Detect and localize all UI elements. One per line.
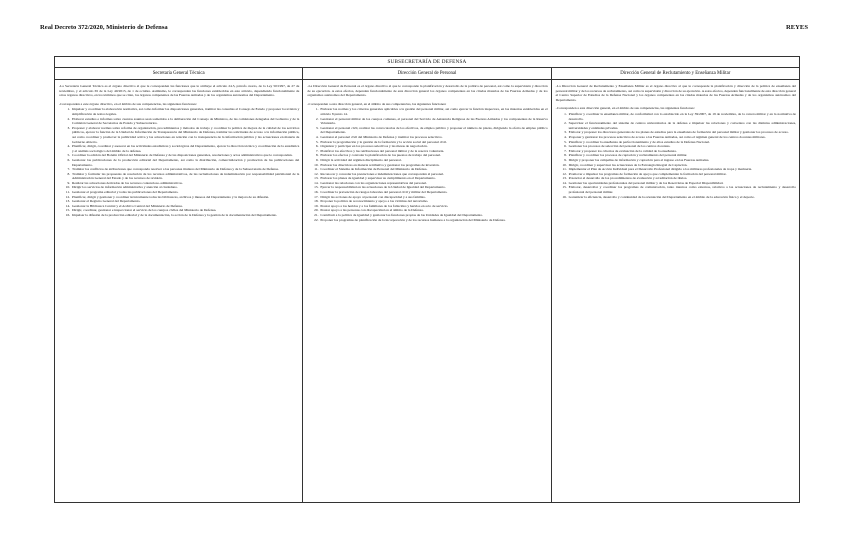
function-item: 6. Gestionar los procesos de selección del personal de los centros docentes. (568, 144, 796, 149)
function-item: 2. Gestionar el personal militar de los cuerpos comunes, el personal del Servicio de Asistencia Religiosa de las Fuerzas Armadas y los componentes de la Reserva Voluntaria. (319, 117, 547, 126)
column-heading: Secretaría General Técnica (55, 68, 302, 80)
function-item: 9. Dirigir y proponer las campañas de información y captación para el ingreso en las Fuerzas Armadas. (568, 158, 796, 163)
function-item: 13. Elaborar los planes de igualdad y supervisar su cumplimiento en el Departamento. (319, 176, 547, 181)
function-item: 5. Coordinar la edición del Boletín Oficial del Ministerio de Defensa y de las disposiciones generales, resoluciones y actos administrativos que le correspondan. (71, 153, 299, 158)
column-direccion-general-reclutamiento (552, 68, 799, 502)
function-item: 6. Gestionar las publicaciones de la producción editorial del Departamento, así como la distribución, comercialización y promoción de las publicaciones del Departamento. (71, 158, 299, 167)
function-item: 8. Elaborar los efectos y controlar la planificación de los puestos de trabajo del personal. (319, 153, 547, 158)
function-item: 14. Gestionar las relaciones con las organizaciones representativas del personal. (319, 181, 547, 186)
function-item: 19. Prestar apoyo a los heridos y a los familiares de los fallecidos y heridos en acto de servicio. (319, 204, 547, 209)
function-item: 4. Planificar, dirigir, coordinar y asesorar en las actividades estadísticas y sociológicas del Departamento, ejercer la dirección técnica y coordinación de la estadística y el análisis sociológico del ámbito de la defensa. (71, 144, 299, 153)
column-intro: -La Dirección General de Personal es el órgano directivo al que le corresponde la planificación y desarrollo de la política de personal, así como la supervisión y dirección de su ejecución. A estos efectos, dependen funcionalmente de esta dirección general los órganos competentes en las citadas materias de las Fuerzas Armadas y de los organismos autónomos del Departamento. (307, 84, 548, 98)
function-item: 12. Planificar, dirigir y gestionar y coordinar técnicamente todas las bibliotecas, archivos y museos del Departamento y la mejora de su difusión. (71, 195, 299, 200)
functions-lead: -Corresponden a este órgano directivo, en el ámbito de sus competencias, las siguientes funciones: (59, 101, 197, 106)
column-body (303, 80, 550, 224)
function-item: 4. Proponer y gestionar los procesos selectivos de acceso a las Fuerzas Armadas, así como el régimen general de los centros docentes militares. (568, 135, 796, 140)
function-item: 15. Elaborar, desarrollar y coordinar los programas de comunicación, tanto internos como externos, relativos a las actuaciones de reclutamiento y desarrollo profesional del personal militar. (568, 185, 796, 194)
table-title: SUBSECRETARÍA DE DEFENSA (55, 57, 799, 68)
document-reference: Real Decreto 372/2020, Ministerio de Defensa (40, 24, 168, 31)
column-body (552, 80, 799, 201)
function-item: 11. Coordinar el Sistema de Información de Personal del Ministerio de Defensa. (319, 167, 547, 172)
functions-lead: -Corresponden a esta dirección general, en el ámbito de sus competencias, las siguientes funciones: (307, 101, 447, 106)
function-item: 16. Garantizar la eficiencia, desarrollo y continuidad de la orientación del Departamento en el ámbito de la educación física y el deporte. (568, 195, 796, 200)
document-author: REYES (786, 24, 808, 31)
function-item: 3. Gestionar el personal civil, realizar las convocatorias de los efectivos, de empleo público y proponer el número de plazas, dirigiendo la oferta de empleo público del Departamento. (319, 126, 547, 135)
function-item: 15. Dirigir, coordinar, gestionar e inspeccionar el servicio de los cuerpos civiles del Ministerio de Defensa. (71, 208, 299, 213)
functions-list (59, 107, 299, 217)
function-item: 3. Proponer y elaborar normas sobre reforma de organización, procedimientos y métodos de trabajo y coordinar la política de mejora de la calidad de los servicios públicos, ejercer la función de la Unidad de Información de Transparencia del Ministerio de Defensa, tramitar las solicitudes de acceso a la información pública, así como coordinar y promover la publicidad activa y las actuaciones en relación con la transparencia de la información pública y las actuaciones en materia de Gobierno Abierto. (71, 126, 299, 144)
function-item: 7. Tramitar los conflictos de atribuciones que corresponda resolver a las personas titulares del Ministerio de Defensa y de la Subsecretaría de Defensa. (71, 167, 299, 172)
structure-table (54, 56, 800, 503)
function-item: 11. Gestionar el programa editorial y todas las publicaciones del Departamento. (71, 190, 299, 195)
function-item: 13. Potenciar el desarrollo de los procedimientos de evaluación y acreditación de títulos. (568, 176, 796, 181)
function-item: 14. Gestionar las oportunidades profesionales del personal militar y de los Reservistas de Especial Disponibilidad. (568, 181, 796, 186)
function-item: 2. Elaborar estudios e informes sobre cuantos asuntos sean sometidos a la deliberación del Consejo de Ministros, de las comisiones delegadas del Gobierno y de la Comisión General de Secretarios de Estado y Subsecretarios. (71, 117, 299, 126)
function-item: 10. Elaborar las directrices en materia retributiva y gestionar los programas de inversión. (319, 163, 547, 168)
function-item: 12. Promover e impulsar los programas de formación de apoyo que complementan la formación del personal militar. (568, 172, 796, 177)
function-item: 1. Elaborar las normas y los criterios generales aplicables a la gestión del personal militar, así como ejercer la función inspectora, en las materias establecidas en el artículo 8 punto 14. (319, 107, 547, 116)
column-secretaria-general-tecnica (55, 68, 303, 502)
function-item: 13. Gestionar el Registro General del Departamento. (71, 199, 299, 204)
functions-list (307, 107, 547, 222)
function-item: 6. Organizar y participar en los procesos selectivos y las mesas de negociación. (319, 144, 547, 149)
function-item: 17. Dirigir las acciones de apoyo al personal con discapacidad y a sus familias. (319, 195, 547, 200)
function-item: 10. Dirigir, coordinar y supervisar las actuaciones de la Estrategia Integral de Captación. (568, 163, 796, 168)
function-item: 11. Implementar el Plan de Acción Individual para el Desarrollo Profesional dirigido a los militares profesionales de tropa y marinería. (568, 167, 796, 172)
column-intro: -La Secretaría General Técnica es el órgano directivo al que le corresponden las funciones que le atribuye el artículo 24.5, párrafo cuarto, de la Ley 50/1997, de 27 de noviembre, y el artículo 65 de la Ley 40/2015, de 1 de octubre. Asimismo, le corresponden las funciones establecidas en este artículo, dependiendo funcionalmente de otros órganos directivos, en los términos que se citan, los órganos competentes de las Fuerzas Armadas y de los organismos autónomos del Departamento. (59, 84, 300, 98)
function-item: 1. Impulsar y coordinar la elaboración normativa, así como informar las disposiciones generales, tramitar las consultas al Consejo de Estado y proponer la revisión y simplificación de textos legales. (71, 107, 299, 116)
function-item: 14. Gestionar la Biblioteca Central y el Archivo Central del Ministerio de Defensa. (71, 204, 299, 209)
column-heading: Dirección General de Personal (303, 68, 550, 80)
column-intro: -La Dirección General de Reclutamiento y Enseñanza Militar es el órgano directivo al que le corresponde la planificación y dirección de la política de enseñanza del personal militar y de los recursos de reclutamiento, así como la supervisión y dirección de su ejecución. A estos efectos, dependen funcionalmente de esta dirección general el Centro Superior de Estudios de la Defensa Nacional y los órganos competentes en las citadas materias de las Fuerzas Armadas y de los organismos autónomos del Departamento. (555, 84, 796, 102)
function-item: 5. Planificar y coordinar la enseñanza de perfeccionamiento y de altos estudios de la Defensa Nacional. (568, 140, 796, 145)
function-item: 2. Supervisar el funcionamiento del sistema de centros universitarios de la defensa e impulsar las relaciones y convenios con las distintas administraciones, universidades y entidades privadas. (568, 121, 796, 130)
function-item: 9. Realizar las actuaciones derivadas de los recursos contencioso-administrativos. (71, 181, 299, 186)
column-direccion-general-personal (303, 68, 551, 502)
functions-list (556, 112, 796, 199)
function-item: 12. Reconocer y conceder las prestaciones e indemnizaciones que correspondan al personal. (319, 172, 547, 177)
function-item: 1. Planificar y coordinar la enseñanza militar, de conformidad con lo establecido en la Ley 39/2007, de 19 de noviembre, de la carrera militar y en la normativa de desarrollo. (568, 112, 796, 121)
function-item: 10. Dirigir los servicios de información administrativa y atención al ciudadano. (71, 185, 299, 190)
function-item: 4. Gestionar el personal civil del Ministerio de Defensa y tramitar los procesos selectivos. (319, 135, 547, 140)
column-heading: Dirección General de Reclutamiento y Enseñanza Militar (552, 68, 799, 80)
table-columns (55, 68, 799, 502)
function-item: 7. Elaborar y proponer los criterios de evaluación de la calidad de la enseñanza. (568, 149, 796, 154)
function-item: 5. Elaborar la programación y la gestión de la formación y la acción social del personal civil. (319, 140, 547, 145)
function-item: 3. Elaborar y proponer los directores generales de los planes de estudios para la enseñanza de formación del personal militar y gestionar los procesos de acceso. (568, 130, 796, 135)
column-body (55, 80, 302, 220)
function-item: 9. Dirigir la actividad del régimen disciplinario del personal. (319, 158, 547, 163)
function-item: 8. Planificar y coordinar los procesos de captación y reclutamiento del personal militar. (568, 153, 796, 158)
function-item: 7. Planificar los efectivos y las retribuciones del personal militar y de la reserva voluntaria. (319, 149, 547, 154)
function-item: 15. Ejercer la responsabilidad en las actuaciones de la Unidad de Igualdad del Departamento. (319, 185, 547, 190)
function-item: 20. Prestar apoyo a las personas con discapacidad en el ámbito de la Defensa. (319, 208, 547, 213)
function-item: 16. Impulsar la difusión de la producción editorial y de la documentación, la acción de la Defensa y la gestión de la documentación del Departamento. (71, 213, 299, 218)
function-item: 8. Tramitar y formular las propuestas de resolución de los recursos administrativos, de las reclamaciones de indemnización por responsabilidad patrimonial de la Administración General del Estado y de los recursos de revisión. (71, 172, 299, 181)
function-item: 22. Proponer los programas de planificación de la incorporación y de los recursos humanos a la organización del Ministerio de Defensa. (319, 218, 547, 223)
function-item: 21. Contribuir a la política de igualdad y gestionar las funciones propias de las Unidades de Igualdad del Departamento. (319, 213, 547, 218)
function-item: 18. Proponer la política de reconocimiento y apoyo a las víctimas del terrorismo. (319, 199, 547, 204)
functions-lead: -Corresponden a esta dirección general, en el ámbito de sus competencias, las siguientes funciones: (555, 106, 695, 111)
function-item: 16. Coordinar la prevención de riesgos laborales del personal civil y militar del Departamento. (319, 190, 547, 195)
